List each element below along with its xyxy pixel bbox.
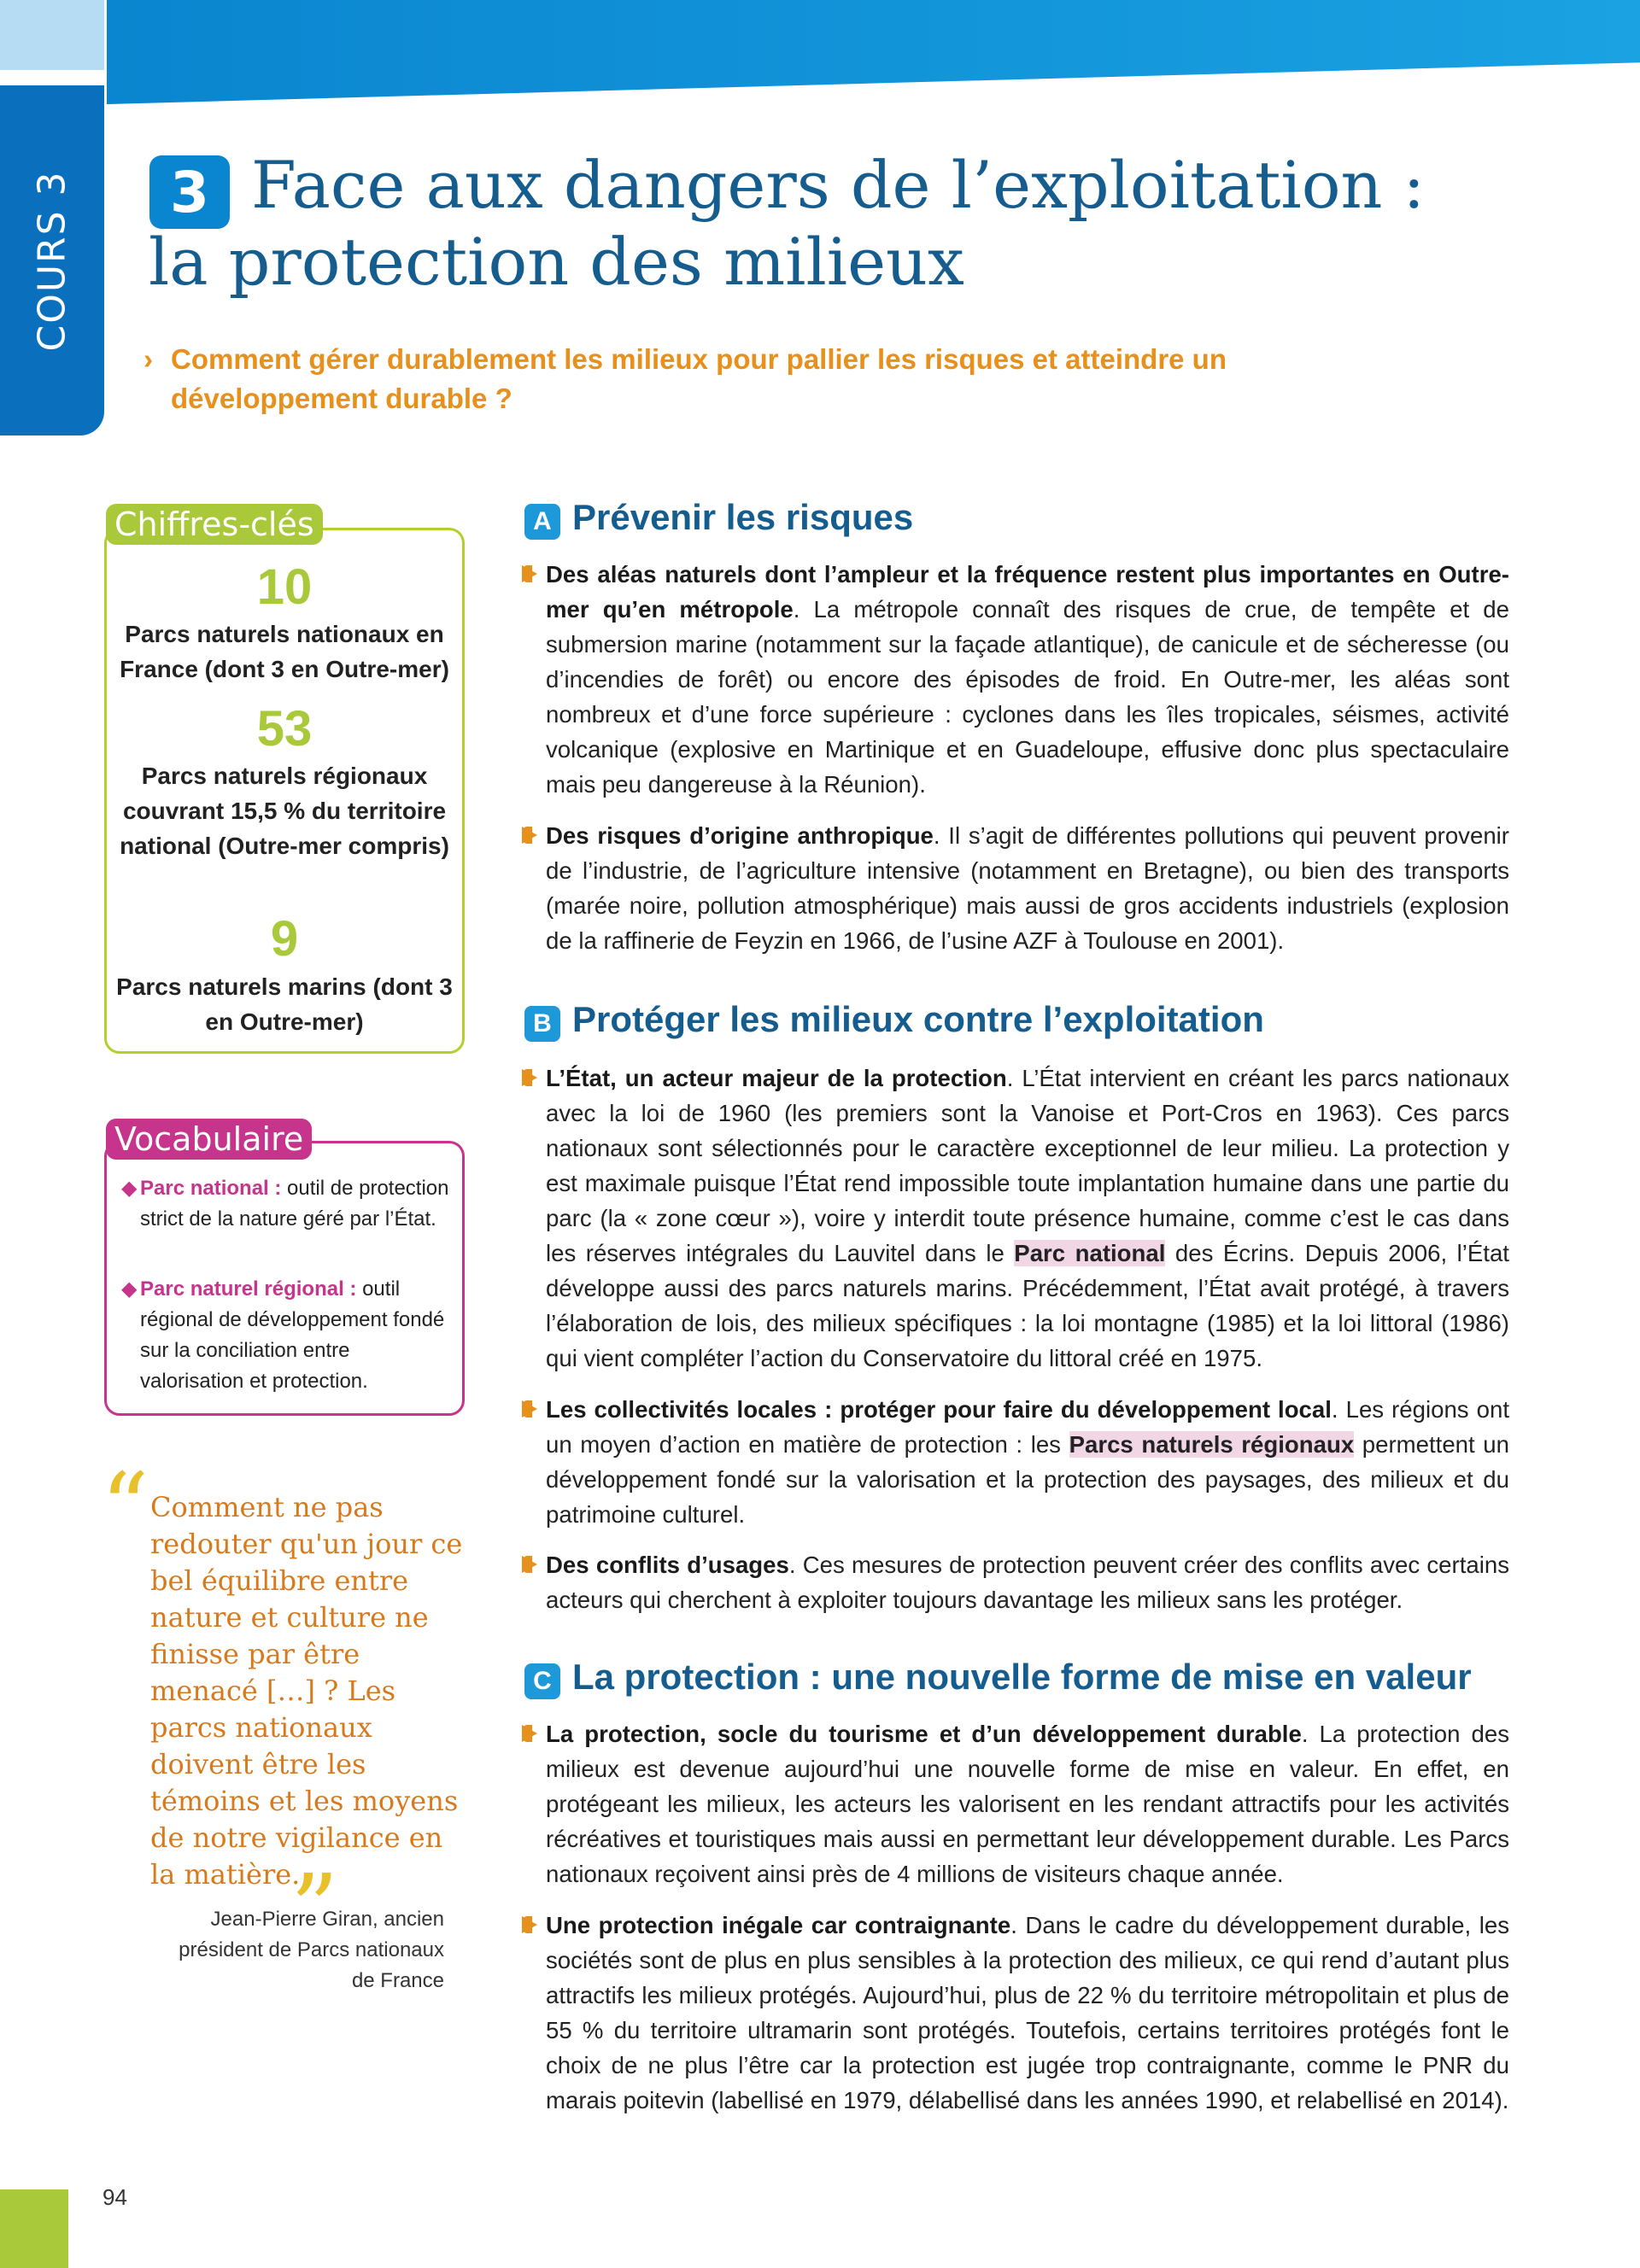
paragraph-text: . Les régions ont un moyen d’action en matière de protection : les bbox=[546, 1396, 1509, 1458]
quote-author: Jean-Pierre Giran, ancien président de Parcs nationaux de France bbox=[179, 1908, 444, 1992]
problem-question bbox=[144, 340, 1254, 418]
diamond-bullet-icon: ◆ bbox=[121, 1277, 138, 1301]
chapter-number-badge: 3 bbox=[149, 155, 230, 229]
arrow-bullet-icon bbox=[522, 827, 537, 844]
arrow-bullet-icon bbox=[522, 1725, 537, 1742]
section-badge-b: B bbox=[524, 1006, 560, 1042]
arrow-bullet-icon bbox=[522, 1400, 537, 1418]
key-figure-text: Parcs naturels régionaux couvrant 15,5 % du territoire national (Outre-mer compris) bbox=[120, 763, 449, 859]
page-title-line2: la protection des milieux bbox=[149, 224, 964, 300]
paragraph-lead: Une protection inégale car contraignante bbox=[546, 1912, 1011, 1938]
vocabulary-term: Parc national : bbox=[140, 1177, 282, 1200]
key-figure-number: 9 bbox=[270, 911, 299, 967]
arrow-bullet-icon bbox=[522, 1069, 537, 1086]
paragraph-text: . Dans le cadre du développement durable, les sociétés sont de plus en plus sensibles à la protection des milieux, ce qui rend d’autant plus attractifs les milieux protégés. Aujourd’hui, plus de 22 % du territoire métropolitain et plus de 55 % du territoire ultramarin sont protégés. Toutefois, certains territoires protégés font le choix de ne plus l’être car la protection est jugée trop contraignante, comme le PNR du marais poitevin (labellisé en 1979, délabellisé dans les années 1990, et relabellisé en 2014). bbox=[546, 1912, 1509, 2113]
chevron-right-icon: › bbox=[144, 343, 153, 375]
footer-accent bbox=[0, 2189, 68, 2268]
paragraph bbox=[522, 1392, 1509, 1532]
paragraph bbox=[522, 818, 1509, 958]
arrow-bullet-icon bbox=[522, 1916, 537, 1933]
paragraph bbox=[522, 557, 1509, 802]
paragraph-lead: La protection, socle du tourisme et d’un développement durable bbox=[546, 1721, 1302, 1747]
paragraph bbox=[522, 1908, 1509, 2118]
paragraph bbox=[522, 1061, 1509, 1376]
key-figure-text: Parcs naturels nationaux en France (dont 3 en Outre-mer) bbox=[120, 621, 449, 682]
paragraph-text: des Écrins. Depuis 2006, l’État développe aussi des parcs naturels marins. Précédemment, l’État avait protégé, à travers l’élaboration de lois, des milieux spécifiques : la loi montagne (1985) et la loi littoral (1986) qui vient compléter l’action du Conservatoire du littoral créé en 1975. bbox=[546, 1240, 1509, 1371]
paragraph-text: . Il s’agit de différentes pollutions qui peuvent provenir de l’industrie, de l’agriculture intensive (notamment en Bretagne), ou bien des transports (marée noire, pollution atmosphérique) mais aussi de gros accidents industriels (explosion de la raffinerie de Feyzin en 1966, de l’usine AZF à Toulouse en 2001). bbox=[546, 822, 1509, 954]
key-figure-number: 53 bbox=[256, 701, 313, 757]
glossary-highlight: Parc national bbox=[1014, 1240, 1166, 1266]
key-figures-label: Chiffres-clés bbox=[106, 504, 323, 545]
side-tab-label: COURS 3 bbox=[30, 169, 74, 352]
key-figure-text: Parcs naturels marins (dont 3 en Outre-mer) bbox=[116, 973, 453, 1035]
top-banner bbox=[107, 0, 1640, 104]
section-badge-c: C bbox=[524, 1663, 560, 1699]
paragraph bbox=[522, 1716, 1509, 1891]
arrow-bullet-icon bbox=[522, 1556, 537, 1573]
paragraph-text: . Ces mesures de protection peuvent créer des conflits avec certains acteurs qui cherchent à exploiter toujours davantage les milieux sans les protéger. bbox=[546, 1552, 1510, 1613]
diamond-bullet-icon: ◆ bbox=[121, 1177, 138, 1200]
paragraph-text: . La protection des milieux est devenue aujourd’hui une nouvelle forme de mise en valeur. En effet, en protégeant les milieux, les acteurs les valorisent en les rendant attractifs pour les activités récréatives et touristiques mais aussi en permettant leur développement durable. Les Parcs nationaux reçoivent ainsi près de 4 millions de visiteurs chaque année. bbox=[546, 1721, 1509, 1887]
section-title-b: Protéger les milieux contre l’exploitation bbox=[572, 999, 1264, 1039]
top-left-block bbox=[0, 0, 104, 70]
section-badge-a: A bbox=[524, 504, 560, 540]
quote-close-icon: ” bbox=[290, 1854, 339, 1963]
paragraph-lead: Des aléas naturels dont l’ampleur et la fréquence restent plus importantes en Outre-mer qu’en métropole bbox=[546, 561, 1509, 623]
paragraph-text: permettent un développement fondé sur la valorisation et la protection des paysages, des milieux et du patrimoine culturel. bbox=[546, 1431, 1509, 1528]
arrow-bullet-icon bbox=[522, 565, 537, 582]
section-title-c: La protection : une nouvelle forme de mise en valeur bbox=[572, 1657, 1472, 1697]
paragraph-lead: L’État, un acteur majeur de la protection bbox=[546, 1065, 1007, 1091]
paragraph-text: . La métropole connaît des risques de crue, de tempête et de submersion marine (notamment sur la façade atlantique), de canicule et de sécheresse (ou d’incendies de forêt) ou encore des épisodes de froid. En Outre-mer, les aléas sont nombreux et d’une force supérieure : cyclones dans les îles tropicales, séismes, activité volcanique (explosive en Martinique et en Guadeloupe, effusive donc plus spectaculaire mais peu dangereuse à la Réunion). bbox=[546, 596, 1509, 798]
vocabulary-term: Parc naturel régional : bbox=[140, 1277, 357, 1301]
quote-open-icon: “ bbox=[101, 1453, 149, 1562]
vocabulary-label: Vocabulaire bbox=[106, 1119, 312, 1160]
vocabulary-definition: outil régional de développement fondé sur la conciliation entre valorisation et protection. bbox=[140, 1277, 445, 1393]
vocabulary-item bbox=[121, 1274, 451, 1397]
page-number: 94 bbox=[102, 2184, 127, 2210]
paragraph-lead: Les collectivités locales : protéger pour faire du développement local bbox=[546, 1396, 1332, 1423]
glossary-highlight: Parcs naturels régionaux bbox=[1069, 1431, 1355, 1458]
vocabulary-item bbox=[121, 1173, 451, 1235]
page-title-line1: Face aux dangers de l’exploitation : bbox=[251, 147, 1426, 223]
paragraph-lead: Des risques d’origine anthropique bbox=[546, 822, 934, 849]
vocabulary-definition: outil de protection strict de la nature géré par l’État. bbox=[140, 1177, 449, 1230]
quote-text: Comment ne pas redouter qu'un jour ce bel équilibre entre nature et culture ne finisse par être menacé […] ? Les parcs nationaux doivent être les témoins et les moyens de notre vigilance en la matière. bbox=[150, 1491, 463, 1891]
paragraph bbox=[522, 1547, 1509, 1617]
paragraph-lead: Des conflits d’usages bbox=[546, 1552, 789, 1578]
key-figure-number: 10 bbox=[256, 559, 313, 615]
section-title-a: Prévenir les risques bbox=[572, 497, 914, 537]
paragraph-text: . L’État intervient en créant les parcs nationaux avec la loi de 1960 (les premiers sont la Vanoise et Port-Cros en 1963). Ces parcs nationaux sont sélectionnés pour le caractère exceptionnel de leur milieu. La protection y est maximale puisque l’État rend impossible toute implantation humaine dans une partie du parc (la « zone cœur »), voire y interdit toute présence humaine, comme c’est le cas dans les réserves intégrales du Lauvitel dans le bbox=[546, 1065, 1510, 1266]
problem-question-text: Comment gérer durablement les milieux pour pallier les risques et atteindre un développement durable ? bbox=[171, 343, 1227, 414]
side-tab-label-wrap bbox=[0, 85, 104, 435]
